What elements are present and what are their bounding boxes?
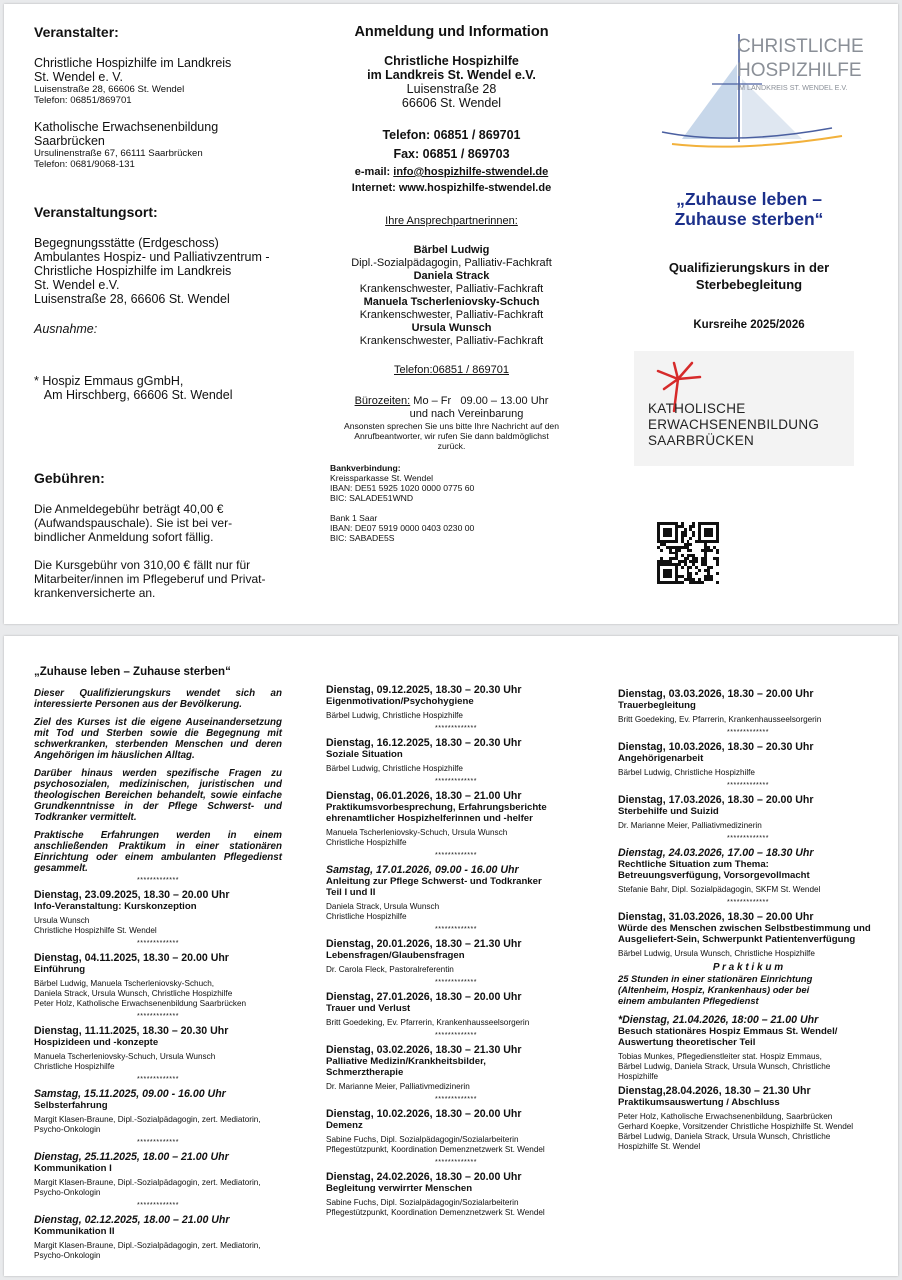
anmeldegebuehr-text: Die Anmeldegebühr beträgt 40,00 € (Aufwandspauschale). Sie ist bei ver- bindlicher Anmeldung sofort fällig. xyxy=(34,502,233,544)
program-event xyxy=(326,1044,586,1092)
event-date: Dienstag, 16.12.2025, 18.30 – 20.30 Uhr xyxy=(326,737,522,749)
event-topic: Info-Veranstaltung: Kurskonzeption xyxy=(34,901,197,912)
program-event xyxy=(34,1088,282,1135)
flyer-outside-page xyxy=(4,4,898,624)
event-date: Dienstag, 10.02.2026, 18.30 – 20.00 Uhr xyxy=(326,1108,522,1120)
separator: ************* xyxy=(435,778,477,785)
kursgebuehr-text: Die Kursgebühr von 310,00 € fällt nur für Mitarbeiter/innen im Pflegeberuf und Privat- krankenversicherte an. xyxy=(34,558,266,600)
keb-logo xyxy=(634,351,854,466)
program-event xyxy=(326,1171,586,1218)
event-topic: Einführung xyxy=(34,964,86,975)
veranstalter-heading: Veranstalter: xyxy=(34,24,119,40)
program-event xyxy=(34,952,282,1009)
separator: ************* xyxy=(727,835,769,842)
event-speakers: Margit Klasen-Braune, Dipl.-Sozialpädagogin, zert. Mediatorin, Psycho-Onkologin xyxy=(34,1241,261,1260)
info-column-left xyxy=(34,24,324,600)
svg-text:CHRISTLICHE: CHRISTLICHE xyxy=(737,36,864,57)
contact-name: Manuela Tscherleniovsky-Schuch xyxy=(363,296,540,308)
event-topic: Betreuungsverfügung, Vorsorgevollmacht xyxy=(618,870,810,881)
events-col1 xyxy=(34,889,282,1261)
event-topic: Selbsterfahrung xyxy=(34,1100,108,1111)
program-event xyxy=(618,1014,878,1082)
praktikum-heading: P r a k t i k u m xyxy=(712,962,784,973)
event-speakers: Dr. Carola Fleck, Pastoralreferentin xyxy=(326,965,454,974)
event-topic: Lebensfragen/Glaubensfragen xyxy=(326,950,465,961)
program-event xyxy=(618,911,878,959)
hospizhilfe-logo xyxy=(642,24,892,149)
event-date: Dienstag, 03.03.2026, 18.30 – 20.00 Uhr xyxy=(618,688,814,700)
program-event xyxy=(326,684,586,721)
ausnahme-label: Ausnahme: xyxy=(34,322,98,336)
anrufbeantworter-note: Ansonsten sprechen Sie uns bitte Ihre Nachricht auf den Anrufbeantworter, wir rufen Sie dann baldmöglichst zurück. xyxy=(344,421,559,451)
ausnahme-address: * Hospiz Emmaus gGmbH, Am Hirschberg, 66606 St. Wendel xyxy=(34,374,233,402)
ansprech-heading: Ihre Ansprechpartnerinnen: xyxy=(385,215,518,227)
cover-column xyxy=(614,24,884,466)
event-speakers: Ursula Wunsch Christliche Hospizhilfe St. Wendel xyxy=(34,916,157,935)
event-topic: Praktikumsauswertung / Abschluss xyxy=(618,1097,780,1108)
separator: ************* xyxy=(435,979,477,986)
event-speakers: Sabine Fuchs, Dipl. Sozialpädagogin/Sozialarbeiterin Pflegestützpunkt, Koordination Demenznetzwerk St. Wendel xyxy=(326,1198,545,1217)
program-event xyxy=(326,864,586,922)
program-event xyxy=(34,1214,282,1261)
event-speakers: Margit Klasen-Braune, Dipl.-Sozialpädagogin, zert. Mediatorin, Psycho-Onkologin xyxy=(34,1115,261,1134)
program-event xyxy=(326,991,586,1028)
event-topic: Teil I und II xyxy=(326,887,376,898)
program-event xyxy=(618,847,878,895)
program-column-3 xyxy=(618,688,878,1155)
program-event xyxy=(618,688,878,725)
contact-role: Krankenschwester, Palliativ-Fachkraft xyxy=(359,335,544,347)
event-date: Dienstag, 11.11.2025, 18.30 – 20.30 Uhr xyxy=(34,1025,229,1037)
email-link[interactable]: info@hospizhilfe-stwendel.de xyxy=(393,166,549,178)
separator: ************* xyxy=(137,1202,179,1209)
separator: ************* xyxy=(435,725,477,732)
bankverbindung: Bankverbindung: Kreissparkasse St. Wendel IBAN: DE51 5925 1020 0000 0775 60 BIC: SALADE51WND Bank 1 Saar IBAN: DE07 5919 0000 0403 0230 00 BIC: SABADE5S xyxy=(330,463,475,543)
event-date: Samstag, 17.01.2026, 09.00 - 16.00 Uhr xyxy=(326,864,519,876)
event-date: Dienstag, 23.09.2025, 18.30 – 20.00 Uhr xyxy=(34,889,230,901)
event-topic: Angehörigenarbeit xyxy=(618,753,704,764)
separator: ************* xyxy=(435,926,477,933)
event-date: Dienstag, 02.12.2025, 18.00 – 21.00 Uhr xyxy=(34,1214,230,1226)
telefon-2: Telefon:06851 / 869701 xyxy=(394,364,509,376)
event-speakers: Bärbel Ludwig, Christliche Hospizhilfe xyxy=(326,764,463,773)
event-date: Samstag, 15.11.2025, 09.00 - 16.00 Uhr xyxy=(34,1088,226,1100)
program-event xyxy=(34,889,282,936)
event-date: Dienstag, 06.01.2026, 18.30 – 21.00 Uhr xyxy=(326,790,522,802)
separator: ************* xyxy=(435,852,477,859)
contacts-list xyxy=(324,244,579,348)
event-topic: Anleitung zur Pflege Schwerst- und Todkranker xyxy=(326,876,542,887)
anmeldung-column xyxy=(324,24,579,543)
event-speakers: Manuela Tscherleniovsky-Schuch, Ursula Wunsch Christliche Hospizhilfe xyxy=(34,1052,216,1071)
event-date: Dienstag, 09.12.2025, 18.30 – 20.30 Uhr xyxy=(326,684,522,696)
ort-heading: Veranstaltungsort: xyxy=(34,204,158,220)
program-event xyxy=(326,938,586,975)
event-speakers: Dr. Marianne Meier, Palliativmedizinerin xyxy=(326,1082,470,1091)
contact-role: Krankenschwester, Palliativ-Fachkraft xyxy=(359,309,544,321)
internet-line[interactable]: Internet: www.hospizhilfe-stwendel.de xyxy=(351,182,552,194)
event-speakers: Sabine Fuchs, Dipl. Sozialpädagogin/Sozialarbeiterin Pflegestützpunkt, Koordination Demenznetzwerk St. Wendel xyxy=(326,1135,545,1154)
org1-address: Luisenstraße 28, 66606 St. Wendel Telefon: 06851/869701 xyxy=(34,84,185,106)
event-date: Dienstag, 31.03.2026, 18.30 – 20.00 Uhr xyxy=(618,911,814,923)
event-date: Dienstag, 24.02.2026, 18.30 – 20.00 Uhr xyxy=(326,1171,522,1183)
event-topic: Rechtliche Situation zum Thema: xyxy=(618,859,769,870)
event-topic: Trauer und Verlust xyxy=(326,1003,411,1014)
event-topic: Eigenmotivation/Psychohygiene xyxy=(326,696,474,707)
kursreihe: Kursreihe 2025/2026 xyxy=(693,319,805,331)
qr-code[interactable] xyxy=(657,522,719,584)
org2-name: Katholische Erwachsenenbildung Saarbrücken xyxy=(34,120,219,148)
contact-role: Dipl.-Sozialpädagogin, Palliativ-Fachkraft xyxy=(351,257,552,269)
separator: ************* xyxy=(137,1013,179,1020)
event-date: Dienstag, 10.03.2026, 18.30 – 20.30 Uhr xyxy=(618,741,814,753)
event-date: Dienstag, 04.11.2025, 18.30 – 20.00 Uhr xyxy=(34,952,229,964)
gebuehren-heading: Gebühren: xyxy=(34,470,105,486)
email-line: e-mail: info@hospizhilfe-stwendel.de xyxy=(354,166,549,178)
program-event xyxy=(34,1025,282,1072)
contact-role: Krankenschwester, Palliativ-Fachkraft xyxy=(359,283,544,295)
anmeldung-org: Christliche Hospizhilfe im Landkreis St. Wendel e.V. xyxy=(367,54,536,82)
contact-name: Daniela Strack xyxy=(413,270,490,282)
event-date: Dienstag,28.04.2026, 18.30 – 21.30 Uhr xyxy=(618,1085,811,1097)
separator: ************* xyxy=(727,729,769,736)
event-topic: Auswertung theoretischer Teil xyxy=(618,1037,756,1048)
anmeldung-address: Luisenstraße 28 66606 St. Wendel xyxy=(401,82,502,110)
event-date: Dienstag, 24.03.2026, 17.00 – 18.30 Uhr xyxy=(618,847,814,859)
event-topic: Kommunikation II xyxy=(34,1226,115,1237)
event-date: Dienstag, 03.02.2026, 18.30 – 21.30 Uhr xyxy=(326,1044,522,1056)
separator: ************* xyxy=(137,1139,179,1146)
event-date: Dienstag, 17.03.2026, 18.30 – 20.00 Uhr xyxy=(618,794,814,806)
events-col3b xyxy=(618,1014,878,1152)
cover-title: „Zuhause leben – Zuhause sterben“ xyxy=(674,189,824,229)
event-speakers: Daniela Strack, Ursula Wunsch Christliche Hospizhilfe xyxy=(326,902,440,921)
events-col2 xyxy=(326,684,586,1218)
event-topic: Trauerbegleitung xyxy=(618,700,696,711)
praktikum-text: 25 Stunden in einer stationären Einrichtung (Altenheim, Hospiz, Krankenhaus) oder bei einem ambulanten Pflegedienst xyxy=(618,973,813,1006)
separator: ************* xyxy=(727,782,769,789)
separator: ************* xyxy=(137,877,179,884)
separator: ************* xyxy=(435,1159,477,1166)
separator: ************* xyxy=(137,1076,179,1083)
program-title: „Zuhause leben – Zuhause sterben“ xyxy=(34,666,231,678)
praktikum-block xyxy=(618,962,878,1006)
event-topic: Hospizideen und -konzepte xyxy=(34,1037,159,1048)
event-topic: Sterbehilfe und Suizid xyxy=(618,806,719,817)
anmeldung-heading: Anmeldung und Information xyxy=(354,24,549,40)
event-date: Dienstag, 25.11.2025, 18.00 – 21.00 Uhr xyxy=(34,1151,229,1163)
keb-text: KATHOLISCHE ERWACHSENENBILDUNG SAARBRÜCKEN xyxy=(648,401,820,448)
event-date: Dienstag, 20.01.2026, 18.30 – 21.30 Uhr xyxy=(326,938,522,950)
event-speakers: Tobias Munkes, Pflegedienstleiter stat. Hospiz Emmaus, Bärbel Ludwig, Daniela Strack, Ursula Wunsch, Christliche Hospizhilfe xyxy=(618,1052,831,1081)
program-event xyxy=(326,790,586,848)
program-event xyxy=(618,741,878,778)
program-column-2 xyxy=(326,684,586,1221)
org2-address: Ursulinenstraße 67, 66111 Saarbrücken Telefon: 0681/9068-131 xyxy=(34,148,203,170)
event-topic: Soziale Situation xyxy=(326,749,403,760)
event-topic: Ausgeliefert-Sein, Schwerpunkt Patientenverfügung xyxy=(618,934,856,945)
event-speakers: Bärbel Ludwig, Christliche Hospizhilfe xyxy=(618,768,755,777)
events-col3 xyxy=(618,688,878,959)
buerozeiten: Bürozeiten: Mo – Fr 09.00 – 13.00 Uhr xyxy=(354,395,549,407)
separator: ************* xyxy=(435,1032,477,1039)
event-speakers: Bärbel Ludwig, Ursula Wunsch, Christliche Hospizhilfe xyxy=(618,949,815,958)
event-speakers: Britt Goedeking, Ev. Pfarrerin, Krankenhausseelsorgerin xyxy=(618,715,822,724)
svg-text:HOSPIZHILFE: HOSPIZHILFE xyxy=(737,60,862,81)
org1-name: Christliche Hospizhilfe im Landkreis St. Wendel e. V. xyxy=(34,56,232,84)
event-topic: Kommunikation I xyxy=(34,1163,112,1174)
event-speakers: Bärbel Ludwig, Manuela Tscherleniovsky-Schuch, Daniela Strack, Ursula Wunsch, Christliche Hospizhilfe Peter Holz, Katholische Erwachsenenbildung Saarbrücken xyxy=(34,979,247,1008)
event-topic: Demenz xyxy=(326,1120,363,1131)
event-topic: Schmerztherapie xyxy=(326,1067,404,1078)
event-speakers: Manuela Tscherleniovsky-Schuch, Ursula Wunsch Christliche Hospizhilfe xyxy=(326,828,508,847)
cover-subtitle: Qualifizierungskurs in der Sterbebegleitung xyxy=(668,260,830,292)
program-event xyxy=(326,737,586,774)
ort-address: Begegnungsstätte (Erdgeschoss) Ambulantes Hospiz- und Palliativzentrum - Christliche Hospizhilfe im Landkreis St. Wendel e.V. Luisenstraße 28, 66606 St. Wendel xyxy=(34,236,270,306)
separator: ************* xyxy=(137,940,179,947)
contact-name: Bärbel Ludwig xyxy=(413,244,490,256)
event-topic: ehrenamtlicher Hospizhelferinnen und -helfer xyxy=(326,813,533,824)
event-speakers: Margit Klasen-Braune, Dipl.-Sozialpädagogin, zert. Mediatorin, Psycho-Onkologin xyxy=(34,1178,261,1197)
event-topic: Praktikumsvorbesprechung, Erfahrungsberichte xyxy=(326,802,547,813)
program-event xyxy=(34,1151,282,1198)
event-topic: Begleitung verwirrter Menschen xyxy=(326,1183,473,1194)
event-topic: Palliative Medizin/Krankheitsbilder, xyxy=(326,1056,486,1067)
event-speakers: Stefanie Bahr, Dipl. Sozialpädagogin, SKFM St. Wendel xyxy=(618,885,821,894)
separator: ************* xyxy=(435,1096,477,1103)
program-event xyxy=(618,1085,878,1152)
flyer-inside-page xyxy=(4,636,898,1276)
buerozeiten-line2: und nach Vereinbarung xyxy=(409,408,524,420)
event-speakers: Britt Goedeking, Ev. Pfarrerin, Krankenhausseelsorgerin xyxy=(326,1018,530,1027)
event-speakers: Peter Holz, Katholische Erwachsenenbildung, Saarbrücken Gerhard Koepke, Vorsitzender Christliche Hospizhilfe St. Wendel Bärbel Ludwig, Daniela Strack, Ursula Wunsch, Christliche Hospizhilfe St. Wendel xyxy=(618,1112,854,1151)
separator: ************* xyxy=(727,899,769,906)
event-date: Dienstag, 27.01.2026, 18.30 – 20.00 Uhr xyxy=(326,991,522,1003)
telefon: Telefon: 06851 / 869701 xyxy=(382,128,521,142)
event-topic: Würde des Menschen zwischen Selbstbestimmung und xyxy=(618,923,871,934)
svg-text:IM LANDKREIS ST. WENDEL E.V.: IM LANDKREIS ST. WENDEL E.V. xyxy=(737,83,848,92)
event-speakers: Dr. Marianne Meier, Palliativmedizinerin xyxy=(618,821,762,830)
event-speakers: Bärbel Ludwig, Christliche Hospizhilfe xyxy=(326,711,463,720)
event-topic: Besuch stationäres Hospiz Emmaus St. Wendel/ xyxy=(618,1026,838,1037)
program-column-1 xyxy=(34,666,282,1264)
program-event xyxy=(618,794,878,831)
program-event xyxy=(326,1108,586,1155)
contact-name: Ursula Wunsch xyxy=(411,322,492,334)
fax: Fax: 06851 / 869703 xyxy=(393,147,510,161)
program-intro: Dieser Qualifizierungskurs wendet sich an interessierte Personen aus der Bevölkerung. Ziel des Kurses ist die eigene Auseinandersetzung mit Tod und Sterben sowie die Begegnung mit schwerkranken, sterbenden Menschen und deren Angehörigen im häuslichen Alltag. Darüber hinaus werden spezifische Fragen zu psychosozialen, medizinischen, juristischen und theologischen Bereichen behandelt, sowie einfache Grundkenntnisse in der Pflege Schwerst- und Todkranker vermittelt. Praktische Erfahrungen werden in einem anschließenden Praktikum in einer stationären Einrichtung oder einem ambulanten Pflegedienst gesammelt. xyxy=(34,688,282,874)
event-date: *Dienstag, 21.04.2026, 18:00 – 21.00 Uhr xyxy=(618,1014,819,1026)
